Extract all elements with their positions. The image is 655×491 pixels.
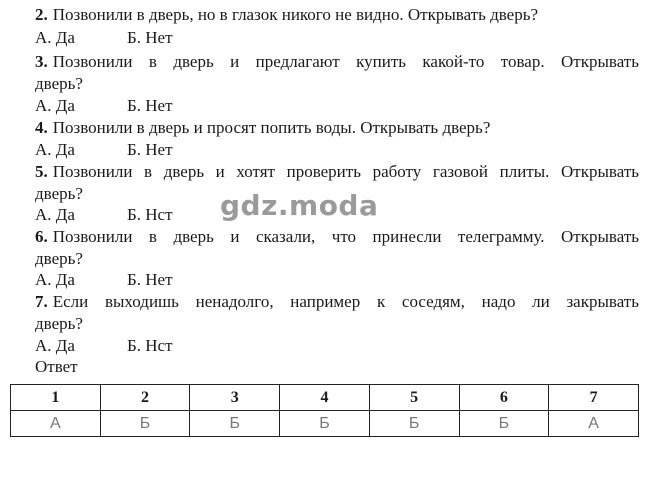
option-a: А. Да bbox=[35, 205, 75, 224]
question-5 bbox=[35, 161, 639, 182]
answer-table-cell: А bbox=[11, 411, 101, 437]
answer-table-cell: Б bbox=[459, 411, 549, 437]
option-b: Б. Нет bbox=[127, 140, 173, 159]
question-5-continuation: дверь? bbox=[35, 184, 83, 203]
question-number: 6. bbox=[35, 227, 48, 246]
question-2 bbox=[35, 4, 639, 25]
option-a: А. Да bbox=[35, 336, 75, 355]
question-text: Позвонили в дверь, но в глазок никого не видно. Открывать дверь? bbox=[52, 5, 539, 24]
option-b: Б. Нст bbox=[127, 336, 173, 355]
question-text: Позвонили в дверь и сказали, что принесли телеграмму. Открывать bbox=[52, 227, 639, 246]
answer-table-header: 5 bbox=[369, 385, 459, 411]
answer-table-header: 2 bbox=[100, 385, 190, 411]
option-b: Б. Нет bbox=[127, 96, 173, 115]
answer-table-cell: А bbox=[549, 411, 639, 437]
question-3 bbox=[35, 51, 639, 72]
option-b: Б. Нст bbox=[127, 205, 173, 224]
option-a: А. Да bbox=[35, 28, 75, 47]
question-number: 7. bbox=[35, 292, 48, 311]
answer-table-cell: Б bbox=[190, 411, 280, 437]
answer-table-cell: Б bbox=[280, 411, 370, 437]
answer-table bbox=[10, 384, 639, 437]
question-7 bbox=[35, 291, 639, 312]
answer-table-header: 3 bbox=[190, 385, 280, 411]
question-text: Позвонили в дверь и хотят проверить работу газовой плиты. Открывать bbox=[52, 162, 639, 181]
question-text: Если выходишь ненадолго, например к соседям, надо ли закрывать bbox=[52, 292, 639, 311]
option-a: А. Да bbox=[35, 96, 75, 115]
answer-table-header-row bbox=[11, 385, 639, 411]
question-6-continuation: дверь? bbox=[35, 249, 83, 268]
question-3-continuation: дверь? bbox=[35, 74, 83, 93]
question-4 bbox=[35, 117, 639, 138]
option-b: Б. Нет bbox=[127, 28, 173, 47]
answer-table-cell: Б bbox=[369, 411, 459, 437]
option-a: А. Да bbox=[35, 270, 75, 289]
question-6 bbox=[35, 226, 639, 247]
answer-label: Ответ bbox=[35, 357, 78, 376]
question-number: 3. bbox=[35, 52, 48, 71]
option-b: Б. Нет bbox=[127, 270, 173, 289]
question-text: Позвонили в дверь и предлагают купить какой-то товар. Открывать bbox=[52, 52, 639, 71]
answer-table-header: 7 bbox=[549, 385, 639, 411]
question-number: 4. bbox=[35, 118, 48, 137]
answer-table-header: 1 bbox=[11, 385, 101, 411]
question-7-continuation: дверь? bbox=[35, 314, 83, 333]
answer-table-header: 6 bbox=[459, 385, 549, 411]
question-text: Позвонили в дверь и просят попить воды. Открывать дверь? bbox=[52, 118, 491, 137]
question-number: 5. bbox=[35, 162, 48, 181]
answer-table-cell: Б bbox=[100, 411, 190, 437]
answer-table-values-row bbox=[11, 411, 639, 437]
answer-table-header: 4 bbox=[280, 385, 370, 411]
watermark: gdz.moda bbox=[220, 189, 379, 222]
question-number: 2. bbox=[35, 5, 48, 24]
option-a: А. Да bbox=[35, 140, 75, 159]
